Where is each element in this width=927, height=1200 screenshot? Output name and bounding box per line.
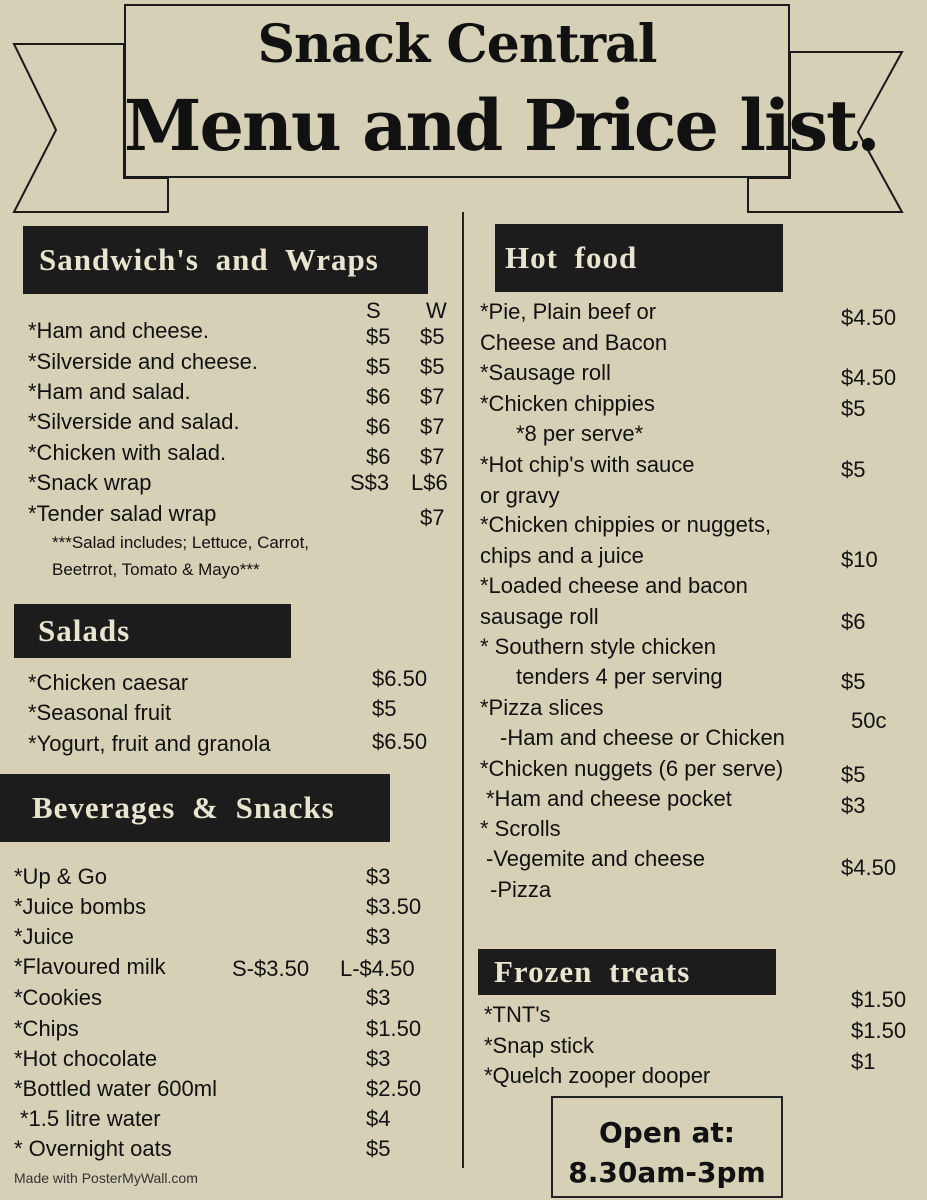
sandwich-price-s: $5 [366, 354, 391, 379]
hot-food-line: -Ham and cheese or Chicken [500, 725, 785, 750]
hot-food-line: * Scrolls [480, 816, 561, 841]
beverage-item: *Bottled water 600ml [14, 1076, 217, 1101]
sandwich-col-s: S [366, 298, 381, 323]
hot-food-line: *Pizza slices [480, 695, 604, 720]
hot-food-price: $4.50 [841, 305, 897, 330]
sandwich-price-s: $5 [366, 324, 391, 349]
salad-note: ***Salad includes; Lettuce, Carrot, [52, 533, 310, 552]
beverage-item: *Hot chocolate [14, 1046, 158, 1071]
sandwich-price-w: $7 [420, 505, 445, 530]
hot-food-line: *8 per serve* [516, 421, 644, 446]
open-label: Open at: [599, 1116, 735, 1149]
salad-price: $6.50 [372, 666, 428, 691]
sandwich-item: *Silverside and cheese. [28, 349, 258, 374]
beverage-price: $3 [366, 924, 391, 949]
salad-item: *Chicken caesar [28, 670, 189, 695]
hot-food-price: $5 [841, 669, 866, 694]
sandwich-price-w: $5 [420, 324, 445, 349]
sandwich-item: *Snack wrap [28, 470, 152, 495]
opening-hours-box [551, 1096, 783, 1198]
beverage-price: $3 [366, 864, 391, 889]
beverage-item: *1.5 litre water [20, 1106, 161, 1131]
hot-food-line: *Loaded cheese and bacon [480, 573, 748, 598]
beverage-item: * Overnight oats [14, 1136, 172, 1161]
hot-food-price: $5 [841, 457, 866, 482]
page-subtitle: Menu and Price list. [124, 84, 879, 167]
hot-food-line: *Ham and cheese pocket [486, 786, 732, 811]
hot-food-line: *Hot chip's with sauce [480, 452, 695, 477]
salad-note: Beetrrot, Tomato & Mayo*** [52, 560, 260, 579]
hot-food-header: Hot food [495, 224, 783, 292]
frozen-item: *Quelch zooper dooper [484, 1063, 711, 1088]
hot-food-price: 50c [851, 708, 887, 733]
beverage-price-small: S-$3.50 [232, 956, 310, 981]
salads-header: Salads [14, 604, 291, 658]
sandwich-item: *Ham and salad. [28, 379, 191, 404]
column-divider [462, 212, 464, 1168]
sandwiches-header: Sandwich's and Wraps [23, 226, 428, 294]
hot-food-price: $3 [841, 793, 866, 818]
sandwich-item: *Ham and cheese. [28, 318, 209, 343]
salad-price: $6.50 [372, 729, 428, 754]
hot-food-line: *Sausage roll [480, 360, 611, 385]
sandwich-price-w: $5 [420, 354, 445, 379]
hot-food-price: $5 [841, 396, 866, 421]
hot-food-line: *Chicken chippies [480, 391, 655, 416]
sandwich-price-s: $6 [366, 414, 391, 439]
frozen-price: $1.50 [851, 1018, 907, 1043]
beverage-item: *Juice [14, 924, 74, 949]
footer-credit: Made with PosterMyWall.com [14, 1170, 198, 1186]
sandwich-price-w: $7 [420, 414, 445, 439]
beverage-item: *Chips [14, 1016, 79, 1041]
sandwich-price-s: $6 [366, 444, 391, 469]
hot-food-price: $5 [841, 762, 866, 787]
beverage-price: $3 [366, 1046, 391, 1071]
hot-food-line: *Chicken chippies or nuggets, [480, 512, 772, 537]
hot-food-price: $6 [841, 609, 866, 634]
hot-food-price: $4.50 [841, 855, 897, 880]
hot-food-line: *Pie, Plain beef or [480, 299, 657, 324]
open-hours: 8.30am-3pm [568, 1156, 766, 1189]
sandwich-price-s: $6 [366, 384, 391, 409]
beverage-item: *Cookies [14, 985, 103, 1010]
beverage-item: *Flavoured milk [14, 954, 166, 979]
hot-food-line: -Vegemite and cheese [486, 846, 705, 871]
salad-item: *Seasonal fruit [28, 700, 172, 725]
beverage-item: *Up & Go [14, 864, 107, 889]
beverage-price: $4 [366, 1106, 391, 1131]
sandwich-price-w: L$6 [411, 470, 448, 495]
frozen-item: *Snap stick [484, 1033, 595, 1058]
beverage-item: *Juice bombs [14, 894, 147, 919]
salad-price: $5 [372, 696, 397, 721]
sandwich-price-s: S$3 [350, 470, 390, 495]
beverage-price-large: L-$4.50 [340, 956, 415, 981]
sandwich-price-w: $7 [420, 444, 445, 469]
hot-food-line: chips and a juice [480, 543, 644, 568]
beverage-price: $3.50 [366, 894, 422, 919]
frozen-price: $1.50 [851, 987, 907, 1012]
hot-food-line: tenders 4 per serving [516, 664, 723, 689]
beverage-price: $3 [366, 985, 391, 1010]
frozen-item: *TNT's [484, 1002, 551, 1027]
beverage-price: $5 [366, 1136, 391, 1161]
hot-food-price: $10 [841, 547, 878, 572]
sandwich-item: *Tender salad wrap [28, 501, 217, 526]
frozen-price: $1 [851, 1049, 876, 1074]
hot-food-line: * Southern style chicken [480, 634, 717, 659]
sandwich-item: *Chicken with salad. [28, 440, 227, 465]
beverages-header: Beverages & Snacks [0, 774, 390, 842]
salad-item: *Yogurt, fruit and granola [28, 731, 271, 756]
beverage-price: $2.50 [366, 1076, 422, 1101]
sandwich-col-w: W [426, 298, 447, 323]
sandwich-item: *Silverside and salad. [28, 409, 240, 434]
sandwich-price-w: $7 [420, 384, 445, 409]
hot-food-line: Cheese and Bacon [480, 330, 668, 355]
hot-food-price: $4.50 [841, 365, 897, 390]
hot-food-line: sausage roll [480, 604, 599, 629]
hot-food-line: or gravy [480, 483, 560, 508]
beverage-price: $1.50 [366, 1016, 422, 1041]
page-title: Snack Central [257, 14, 657, 75]
hot-food-line: *Chicken nuggets (6 per serve) [480, 756, 784, 781]
frozen-treats-header: Frozen treats [478, 949, 776, 995]
hot-food-line: -Pizza [490, 877, 552, 902]
